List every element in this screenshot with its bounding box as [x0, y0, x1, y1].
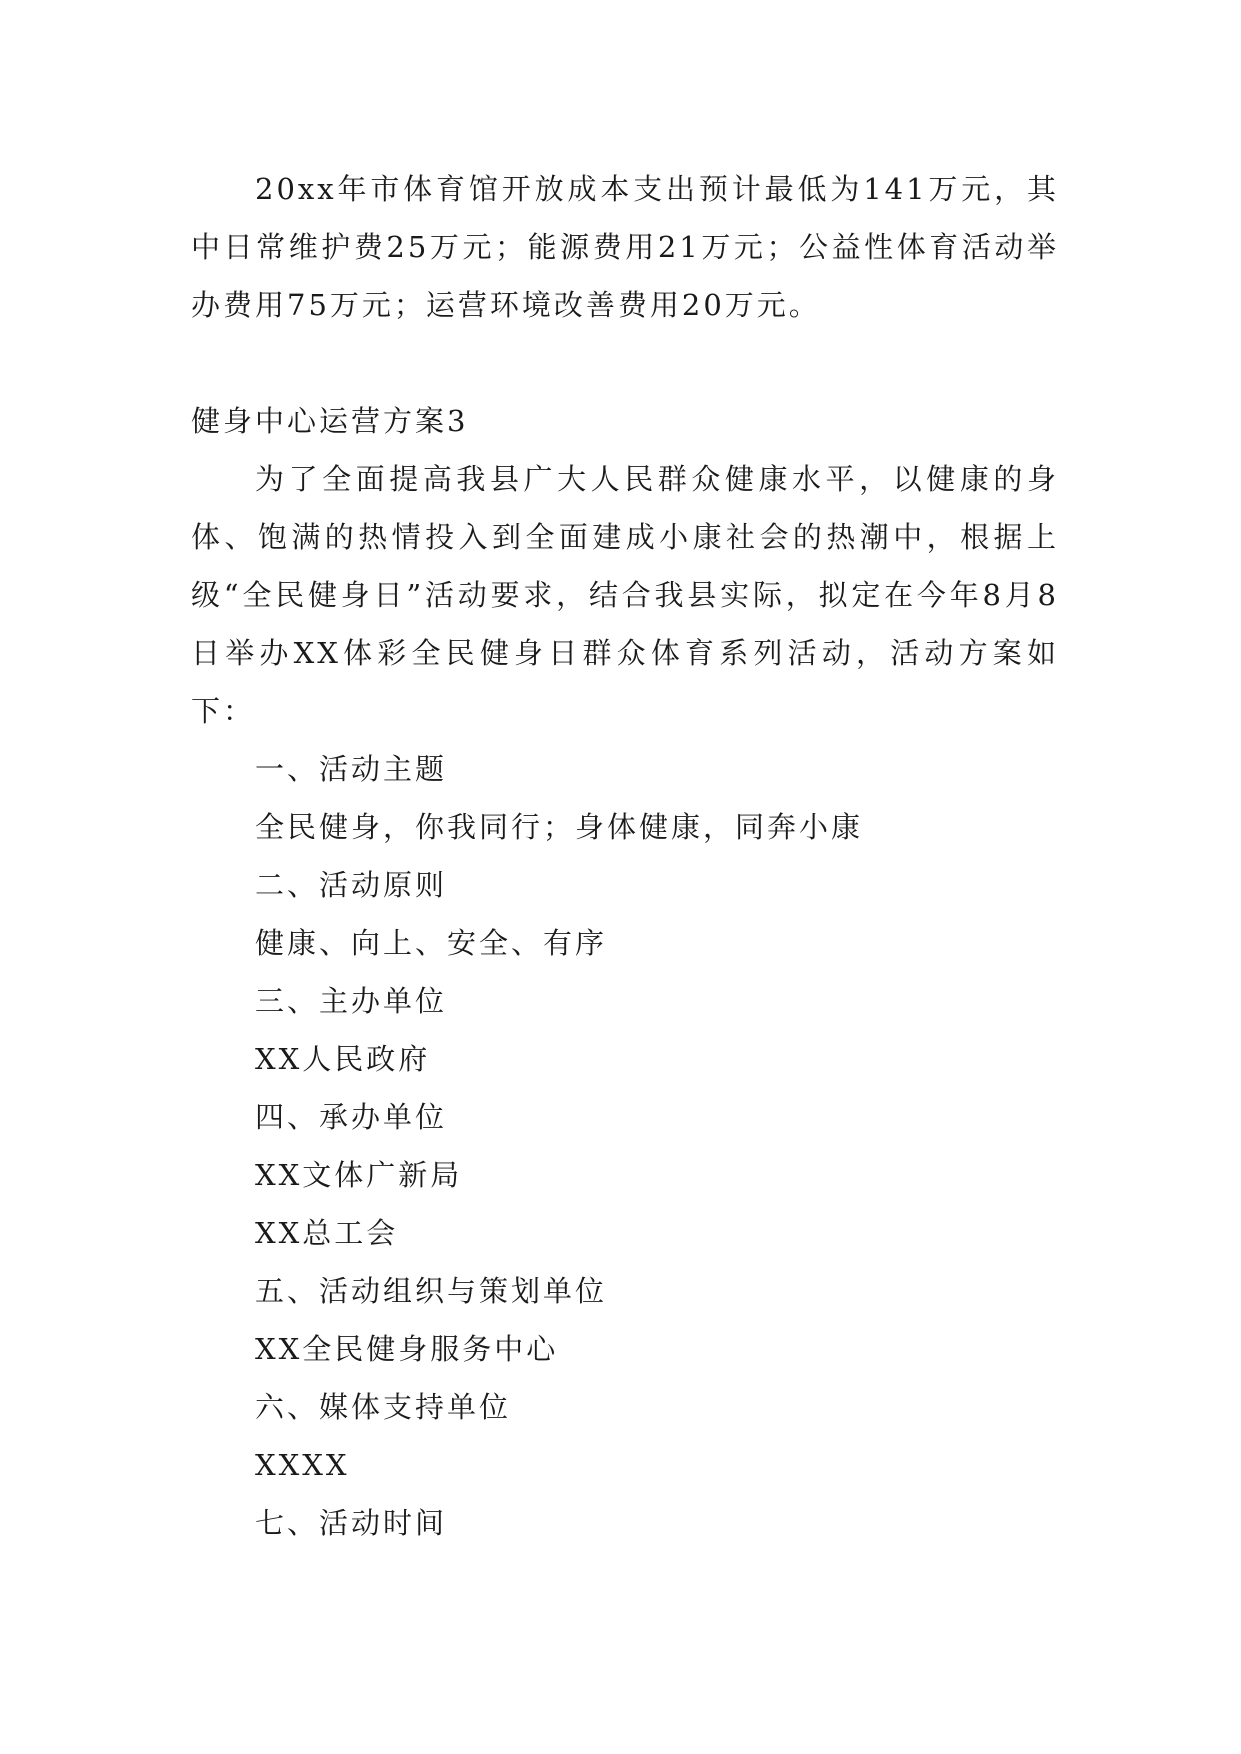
list-item: 健康、向上、安全、有序	[255, 926, 608, 960]
paragraph-spacer	[191, 334, 1059, 392]
list-item: XXXX	[255, 1448, 350, 1482]
section-paragraph: 为了全面提高我县广大人民群众健康水平，以健康的身体、饱满的热情投入到全面建成小康社会的热潮中，根据上级“全民健身日”活动要求，结合我县实际，拟定在今年8月8日举办XX体彩全民健身日群众体育系列活动，活动方案如下：	[191, 462, 1059, 728]
list-item: 五、活动组织与策划单位	[255, 1274, 608, 1308]
list-item: 全民健身，你我同行；身体健康，同奔小康	[255, 810, 864, 844]
list-item: XX人民政府	[255, 1042, 431, 1076]
list-item: XX文体广新局	[255, 1158, 463, 1192]
list-item: 四、承办单位	[255, 1100, 448, 1134]
list-item: 六、媒体支持单位	[255, 1390, 512, 1424]
list-item: 七、活动时间	[255, 1506, 448, 1540]
list-item: 一、活动主题	[255, 752, 448, 786]
list-item: 三、主办单位	[255, 984, 448, 1018]
list-item: 二、活动原则	[255, 868, 448, 902]
intro-paragraph: 20xx年市体育馆开放成本支出预计最低为141万元，其中日常维护费25万元；能源费用21万元；公益性体育活动举办费用75万元；运营环境改善费用20万元。	[191, 172, 1059, 322]
document-body	[191, 160, 1059, 1552]
list-item: XX总工会	[255, 1216, 399, 1250]
list-item: XX全民健身服务中心	[255, 1332, 559, 1366]
section-title: 健身中心运营方案3	[191, 404, 469, 438]
